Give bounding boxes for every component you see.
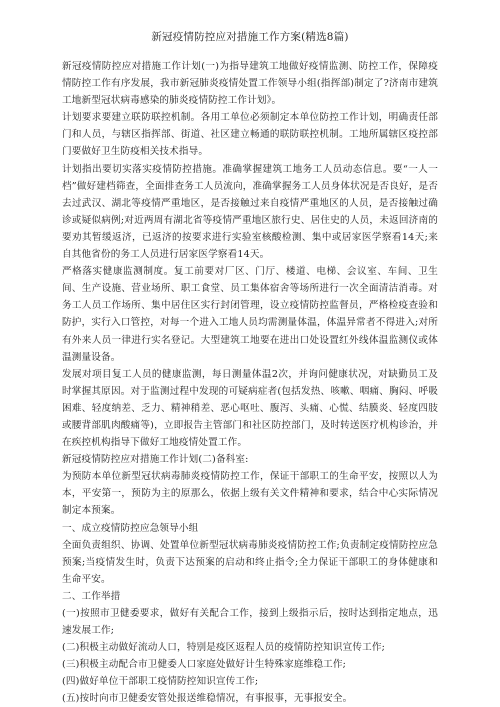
document-title: 新冠疫情防控应对措施工作方案(精选8篇) <box>151 31 349 43</box>
paragraph: 新冠疫情防控应对措施工作计划(一)为指导建筑工地做好疫情监测、防控工作，保障疫情防控工作有序发展，我市新冠肺炎疫情处置工作领导小组(指挥部)制定了?济南市建筑工地新型冠状病毒感染的肺炎疫情防控工作计划》。 <box>62 61 438 107</box>
list-item: (四)做好单位干部职工疫情防控知识宣传工作; <box>62 676 259 688</box>
section-heading: 一、成立疫情防控应急领导小组 <box>62 522 199 534</box>
section-heading: 二、工作举措 <box>62 590 121 602</box>
list-item: (三)积极主动配合市卫健委人口家庭处做好计生特殊家庭维稳工作; <box>62 659 346 671</box>
paragraph: 为预防本单位新型冠状病毒肺炎疫情防控工作，保证干部职工的生命平安，按照以人为本，平安第一，预防为主的原那么，依据上级有关文件精神和要求，结合中心实际情况制定本预案。 <box>62 471 438 517</box>
section-heading: 新冠疫情防控应对措施工作计划(二)备科室: <box>62 454 249 466</box>
paragraph: 全面负责组织、协调、处置单位新型冠状病毒肺炎疫情防控工作;负责制定疫情防控应急预案;当疫情发生时，负责下达预案的启动和终止指令;全力保证干部职工的身体健康和生命平安。 <box>62 539 438 585</box>
document-body <box>62 58 438 707</box>
list-item: (二)积极主动做好流动人口，特别是疫区返程人员的疫情防控知识宣传工作; <box>62 642 385 654</box>
paragraph: 发展对项目复工人员的健康监测，每日测量体温2次，并询问健康状况，对缺勤员工及时掌握其原因。对于监测过程中发现的可疑病症者(包括发热、咳嗽、咽痛、胸闷、呼吸困难、轻度纳差、乏力、精神稍差、恶心呕吐、腹泻、头痛、心慌、结膜炎、轻度四肢或腰背部肌肉酸痛等)，立即报告主管部门和社区防控部门，及时转送医疗机构诊治，并在疾控机构指导下做好工地疫情处置工作。 <box>62 368 438 449</box>
list-item: (五)按时向市卫健委安管处报送维稳情况，有事报事，无事报安全。 <box>62 693 353 705</box>
paragraph: 计划指出要切实落实疫情防控措施。准确掌握建筑工地务工人员动态信息。要“一人一档”做好建档筛查，全面排查务工人员流向，准确掌握务工人员身体状况是否良好，是否去过武汉、湖北等疫情严重地区，是否接触过来自疫情严重地区的人员，是否接触过确诊或疑似病例;对近两周有湖北省等疫情严重地区旅行史、居住史的人员，未返回济南的要劝其暂缓返济，已返济的按要求进行实验室核酸检测、集中或居家医学察看14天;来自其他省份的务工人员进行居家医学察看14天。 <box>62 163 438 261</box>
paragraph: 计划要求要建立联防联控机制。各用工单位必须制定本单位防控工作计划，明确责任部门和人员，与辖区指挥部、街道、社区建立畅通的联防联控机制。工地所属辖区疫控部门要做好卫生防疫相关技术指导。 <box>62 112 438 158</box>
list-item: (一)按照市卫健委要求，做好有关配合工作，接到上级指示后，按时达到指定地点，迅速发展工作; <box>62 608 438 637</box>
paragraph: 严格落实健康监测制度。复工前要对厂区、门厅、楼道、电梯、会议室、车间、卫生间、生产设施、营业场所、职工食堂、员工集体宿舍等场所进行一次全面清洁消毒。对务工人员工作场所、集中居住区实行封闭管理，设立疫情防控监督员，严格检疫查验和防护，实行入口管控，对每一个进入工地人员均需测量体温，体温异常者不得进入;对所有外来人员一律进行实名登记。大型建筑工地要在进出口处设置红外线体温监测仪或体温测量设备。 <box>62 266 438 363</box>
